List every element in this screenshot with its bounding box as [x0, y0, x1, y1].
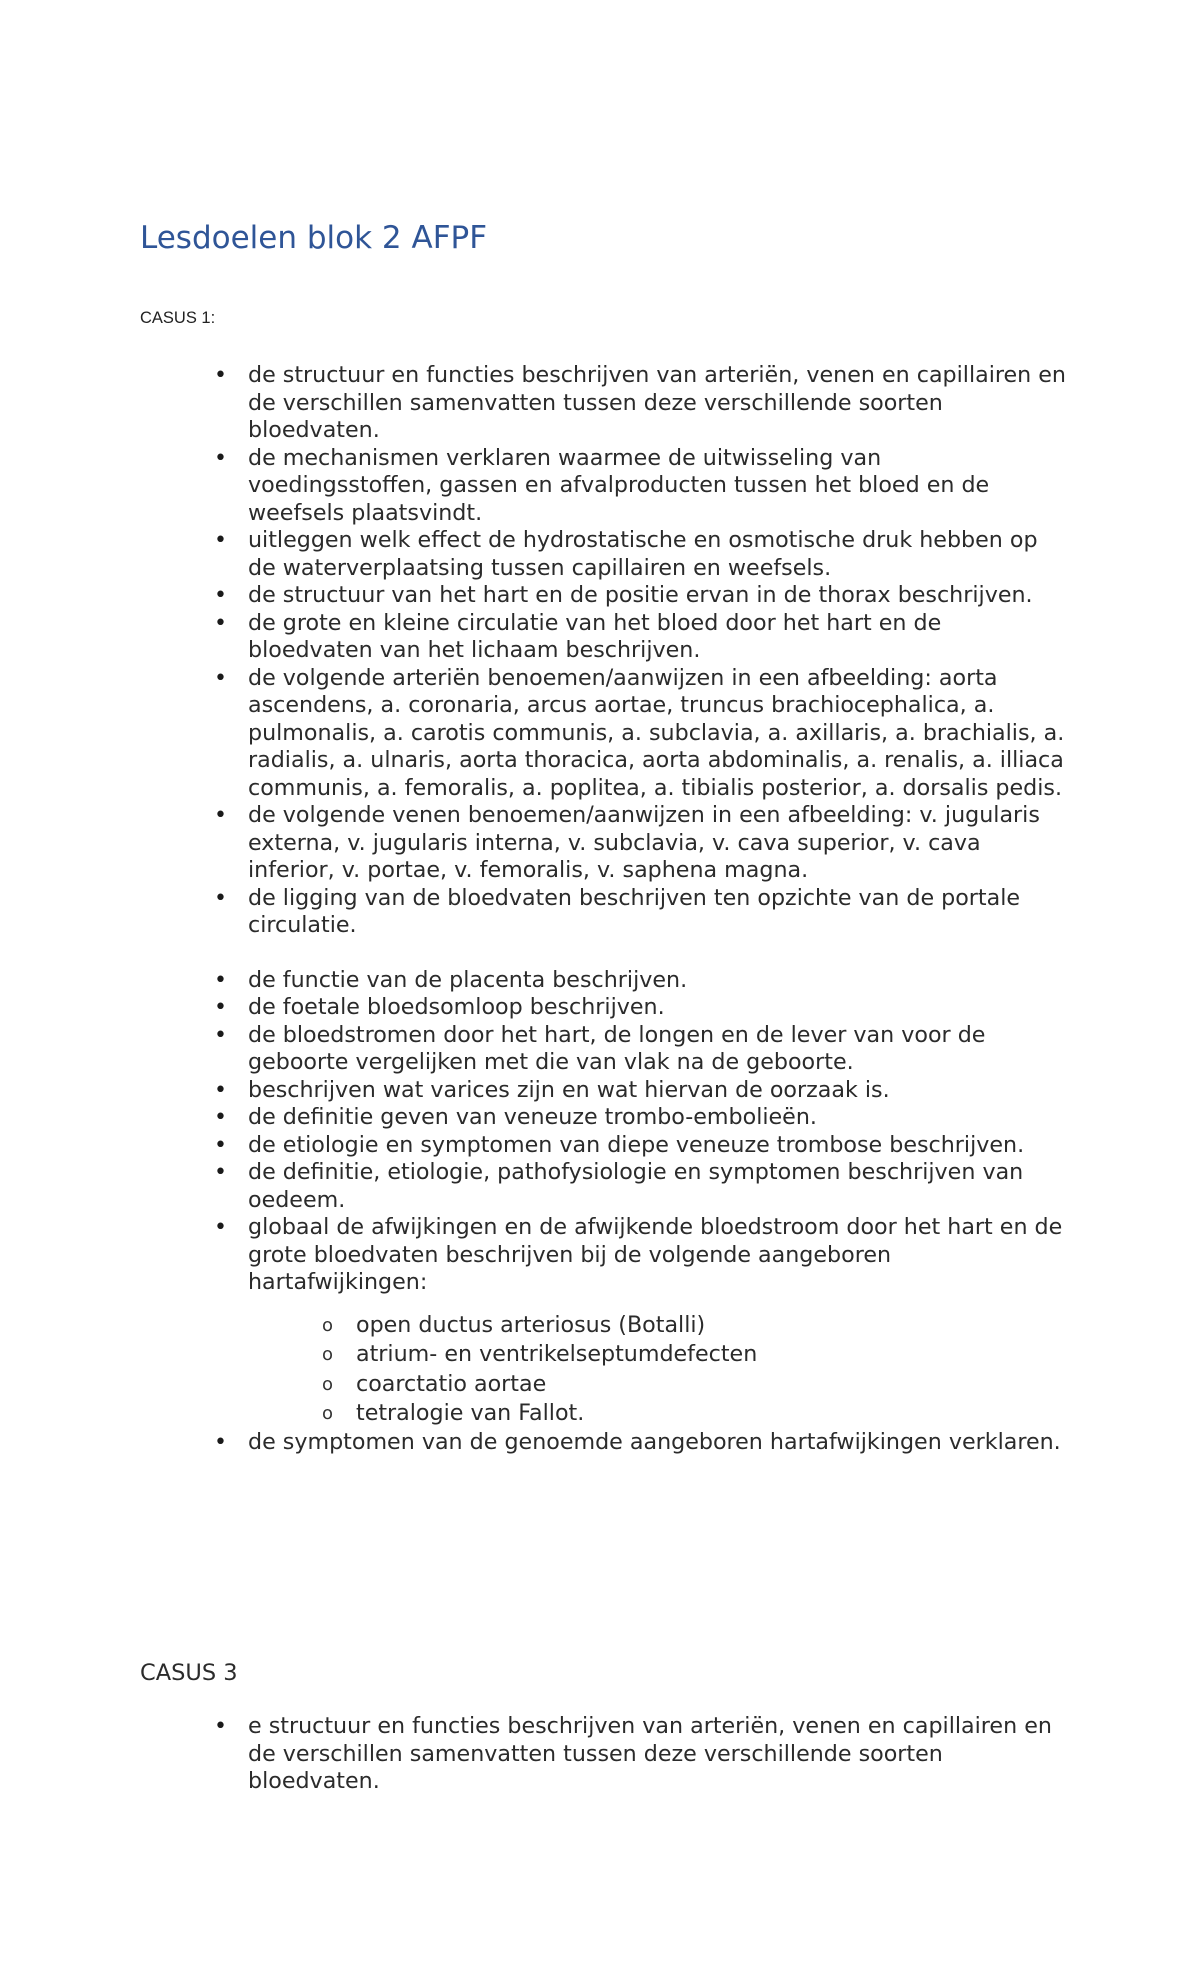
bullet-icon: •	[214, 583, 227, 608]
bullet-icon: •	[214, 885, 227, 911]
list-item-text: uitleggen welk effect de hydrostatische en osmotische druk hebben op de waterverplaatsing tussen capillairen en weefsels.	[248, 527, 1038, 581]
list-item	[0, 1214, 1200, 1429]
sublist-item-text: open ductus arteriosus (Botalli)	[356, 1311, 706, 1338]
bullet-icon: •	[214, 1215, 227, 1240]
bullet-icon: •	[214, 995, 227, 1020]
bullet-icon: •	[214, 665, 227, 691]
bullet-icon: •	[214, 803, 227, 828]
bullet-icon: •	[214, 1714, 227, 1739]
bullet-icon: •	[214, 967, 227, 993]
list-item	[0, 610, 1200, 665]
bullet-icon: •	[214, 1077, 227, 1103]
list-item	[0, 362, 1200, 445]
list-item	[0, 802, 1200, 885]
sublist-item-text: atrium- en ventrikelseptumdefecten	[356, 1341, 758, 1367]
bullet-icon: •	[214, 610, 227, 636]
casus1-heading: CASUS 1:	[140, 309, 216, 327]
list-item-text: de ligging van de bloedvaten beschrijven ten opzichte van de portale circulatie.	[248, 884, 1021, 938]
list-item-text: beschrijven wat varices zijn en wat hiervan de oorzaak is.	[248, 1076, 890, 1103]
list-item	[0, 527, 1200, 582]
list-item-text: de definitie geven van veneuze trombo-embolieën.	[248, 1104, 817, 1130]
sublist-item-text: tetralogie van Fallot.	[356, 1400, 585, 1426]
list-item-text: de grote en kleine circulatie van het bloed door het hart en de bloedvaten van het lichaam beschrijven.	[248, 609, 942, 663]
list-item	[0, 1159, 1200, 1214]
document-title: Lesdoelen blok 2 AFPF	[140, 220, 488, 256]
sublist-item	[248, 1340, 1070, 1370]
list-item-text: de mechanismen verklaren waarmee de uitwisseling van voedingsstoffen, gassen en afvalproducten tussen het bloed en de weefsels plaatsvindt.	[248, 444, 990, 526]
heart-defects-sublist	[248, 1311, 1070, 1429]
list-item-text: de etiologie en symptomen van diepe veneuze trombose beschrijven.	[248, 1131, 1025, 1158]
list-item-text: de definitie, etiologie, pathofysiologie en symptomen beschrijven van oedeem.	[248, 1159, 1024, 1213]
list-item	[0, 885, 1200, 940]
list-item-text: e structuur en functies beschrijven van arteriën, venen en capillairen en de verschillen samenvatten tussen deze verschillende soorten bloedvaten.	[248, 1713, 1052, 1794]
list-item	[0, 1132, 1200, 1160]
list-item-text: de volgende venen benoemen/aanwijzen in een afbeelding: v. jugularis externa, v. jugularis interna, v. subclavia, v. cava superior, v. cava inferior, v. portae, v. femoralis, v. saphena magna.	[248, 802, 1040, 883]
bullet-icon: •	[214, 363, 227, 388]
circle-bullet-icon: o	[322, 1344, 334, 1365]
list-item	[0, 582, 1200, 610]
list-item	[0, 1077, 1200, 1105]
circle-bullet-icon: o	[322, 1373, 334, 1395]
list-item-text: de volgende arteriën benoemen/aanwijzen in een afbeelding: aorta ascendens, a. coronaria, arcus aortae, truncus brachiocephalica, a. pulmonalis, a. carotis communis, a. subclavia, a. axillaris, a. brachialis, a. radialis, a. ulnaris, aorta thoracica, aorta abdominalis, a. renalis, a. illiaca communis, a. femoralis, a. poplitea, a. tibialis posterior, a. dorsalis pedis.	[248, 664, 1065, 801]
list-item-text: de structuur van het hart en de positie ervan in de thorax beschrijven.	[248, 582, 1033, 608]
list-item	[0, 445, 1200, 528]
bullet-icon: •	[214, 1105, 227, 1130]
bullet-icon: •	[214, 1022, 227, 1048]
bullet-icon: •	[214, 1132, 227, 1158]
list-item	[0, 1022, 1200, 1077]
bullet-icon: •	[214, 528, 227, 553]
list-item-text: de functie van de placenta beschrijven.	[248, 966, 688, 993]
list-item-text: de symptomen van de genoemde aangeboren hartafwijkingen verklaren.	[248, 1428, 1061, 1455]
sublist-item	[248, 1311, 1070, 1341]
list-spacer	[0, 940, 1200, 967]
casus1-list	[0, 362, 1200, 1456]
circle-bullet-icon: o	[322, 1314, 334, 1336]
bullet-icon: •	[214, 1429, 227, 1455]
list-item-text: de structuur en functies beschrijven van arteriën, venen en capillairen en de verschillen samenvatten tussen deze verschillende soorten bloedvaten.	[248, 362, 1066, 443]
sublist-item-text: coarctatio aortae	[356, 1370, 547, 1397]
list-item	[0, 994, 1200, 1022]
list-item-text: de bloedstromen door het hart, de longen en de lever van voor de geboorte vergelijken met die van vlak na de geboorte.	[248, 1021, 986, 1075]
list-item	[0, 1429, 1200, 1457]
list-item	[0, 665, 1200, 803]
casus3-heading: CASUS 3	[140, 1660, 238, 1686]
circle-bullet-icon: o	[322, 1403, 334, 1424]
list-item	[0, 967, 1200, 995]
bullet-icon: •	[214, 445, 227, 471]
list-item	[0, 1713, 1200, 1796]
sublist-item	[248, 1370, 1070, 1400]
list-item-text: globaal de afwijkingen en de afwijkende bloedstroom door het hart en de grote bloedvaten beschrijven bij de volgende aangeboren hartafwijkingen:	[248, 1214, 1063, 1295]
casus3-list	[0, 1713, 1200, 1796]
bullet-icon: •	[214, 1160, 227, 1185]
list-item	[0, 1104, 1200, 1132]
list-item-text: de foetale bloedsomloop beschrijven.	[248, 994, 665, 1020]
sublist-item	[248, 1399, 1070, 1429]
